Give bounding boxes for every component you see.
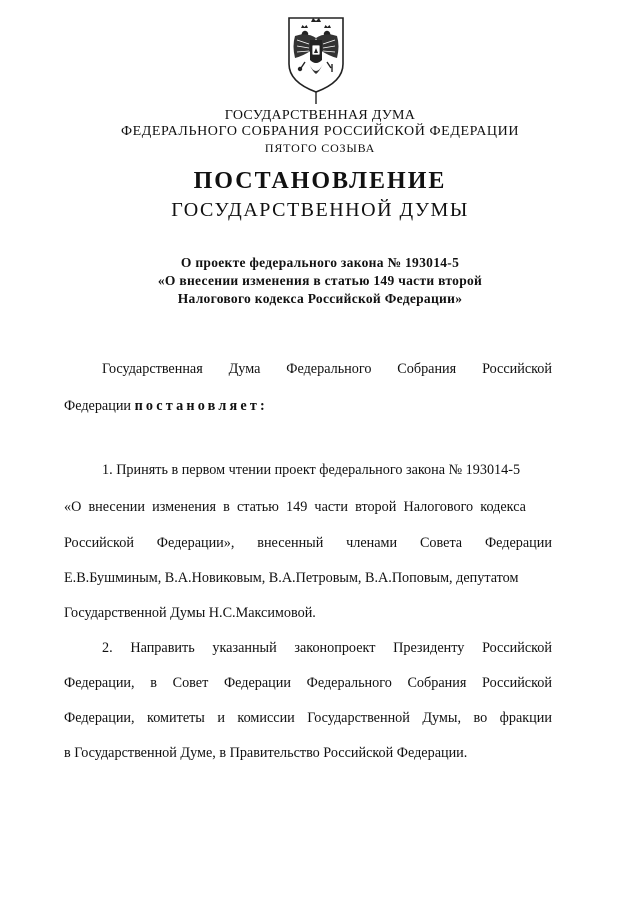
subject-line: «О внесении изменения в статью 149 части второй xyxy=(157,273,483,288)
paragraph1-line1: 1. Принять в первом чтении проект федерального закона № 193014-5 xyxy=(102,462,521,478)
paragraph2-line4: в Государственной Думе, в Правительство Российской Федерации. xyxy=(64,745,468,761)
paragraph2-line2 xyxy=(64,675,552,692)
paragraph2-line3 xyxy=(64,710,552,727)
convocation-line: ПЯТОГО СОЗЫВА xyxy=(264,141,376,155)
word: указанный xyxy=(212,640,277,656)
paragraph1-line5: Государственной Думы Н.С.Максимовой. xyxy=(64,605,316,621)
word: Президенту xyxy=(393,640,465,656)
word: Совета xyxy=(419,535,463,551)
word: Федерации», xyxy=(156,535,235,551)
word: членами xyxy=(346,535,398,551)
word: комитеты xyxy=(147,710,205,726)
word: в xyxy=(150,675,157,691)
word: Федерации xyxy=(484,535,552,551)
document-subject xyxy=(0,254,640,308)
word: Российской xyxy=(64,535,134,551)
russian-coat-of-arms-icon xyxy=(283,12,349,104)
word: во xyxy=(473,710,488,726)
word: законопроект xyxy=(294,640,376,656)
document-issuer: ГОСУДАРСТВЕННОЙ ДУМЫ xyxy=(171,199,469,221)
preamble-line1 xyxy=(102,361,552,378)
word: Совет xyxy=(172,675,209,691)
document-type-title: ПОСТАНОВЛЕНИЕ xyxy=(193,168,447,194)
word: Собрания xyxy=(397,361,457,377)
preamble-text: Федерации xyxy=(64,398,135,414)
word: внесенный xyxy=(257,535,324,551)
word: фракции xyxy=(499,710,552,726)
paragraph1-line2: «О внесении изменения в статью 149 части второй Налогового кодекса xyxy=(64,499,526,515)
word: Федерального xyxy=(286,361,372,377)
word: Собрания xyxy=(407,675,467,691)
paragraph1-line3 xyxy=(64,535,552,552)
subject-line: О проекте федерального закона № 193014-5 xyxy=(180,255,460,270)
word: Федерации xyxy=(223,675,291,691)
word: Российской xyxy=(482,361,552,377)
word: Российской xyxy=(482,675,552,691)
org-name-line2: ФЕДЕРАЛЬНОГО СОБРАНИЯ РОССИЙСКОЙ ФЕДЕРАЦИИ xyxy=(120,124,520,139)
decree-word: постановляет: xyxy=(134,398,268,414)
word: Государственной xyxy=(307,710,410,726)
word: комиссии xyxy=(237,710,295,726)
word: Федерального xyxy=(306,675,392,691)
paragraph2-line1 xyxy=(102,640,552,657)
preamble-line2 xyxy=(64,398,268,415)
paragraph1-line4: Е.В.Бушминым, В.А.Новиковым, В.А.Петровым, В.А.Поповым, депутатом xyxy=(64,570,519,586)
word: Федерации, xyxy=(64,710,135,726)
word: Направить xyxy=(130,640,195,656)
word: Дума xyxy=(228,361,261,377)
subject-line: Налогового кодекса Российской Федерации» xyxy=(177,291,463,306)
word: Федерации, xyxy=(64,675,135,691)
word: Государственная xyxy=(102,361,203,377)
word: Российской xyxy=(482,640,552,656)
word: и xyxy=(217,710,225,726)
word: 2. xyxy=(102,640,113,656)
word: Думы, xyxy=(422,710,461,726)
org-name-line1: ГОСУДАРСТВЕННАЯ ДУМА xyxy=(224,108,416,123)
